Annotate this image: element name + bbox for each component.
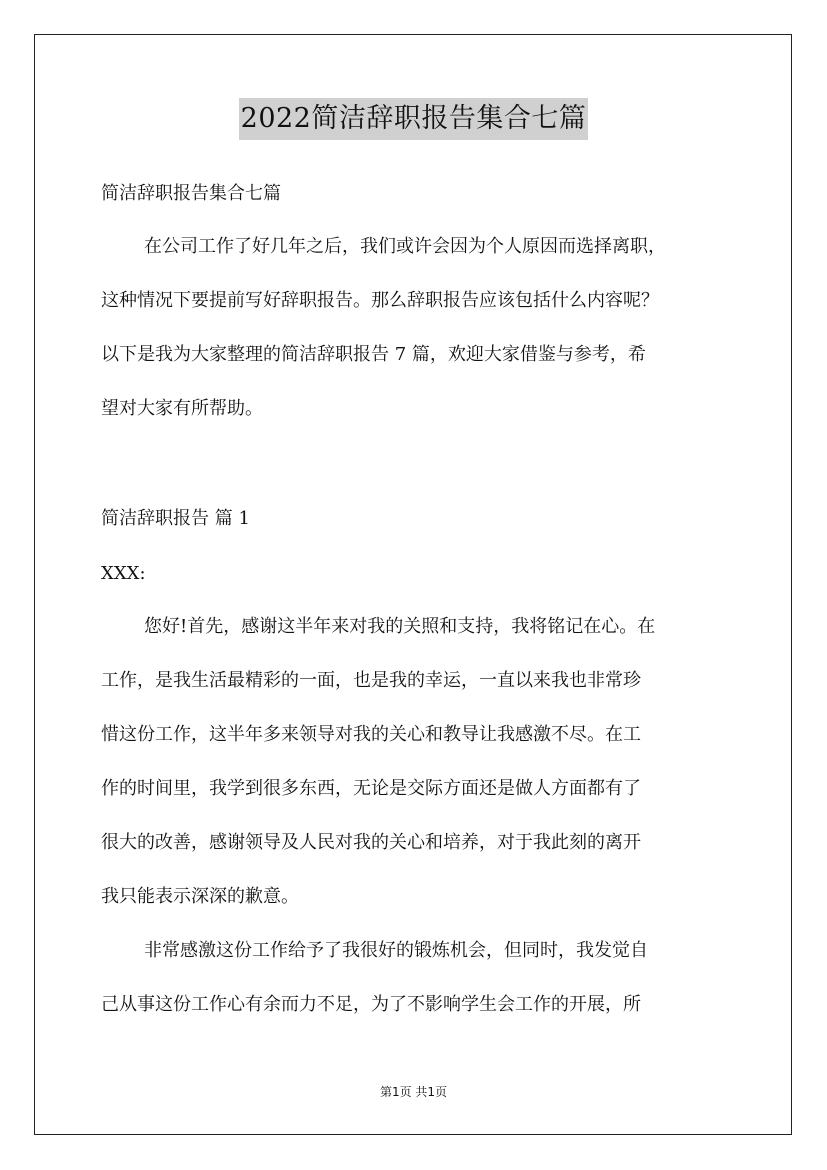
title-wrap [0, 98, 827, 140]
paragraph-line: 工作，是我生活最精彩的一面，也是我的幸运，一直以来我也非常珍 [101, 670, 641, 691]
paragraph-line: 很大的改善，感谢领导及人民对我的关心和培养，对于我此刻的离开 [101, 832, 641, 853]
intro-line: 在公司工作了好几年之后，我们或许会因为个人原因而选择离职， [144, 236, 666, 257]
intro-line: 以下是我为大家整理的简洁辞职报告 7 篇，欢迎大家借鉴与参考，希 [101, 344, 646, 365]
paragraph-line: 您好!首先，感谢这半年来对我的关照和支持，我将铭记在心。在 [144, 616, 656, 637]
paragraph-line: 作的时间里，我学到很多东西，无论是交际方面还是做人方面都有了 [101, 778, 641, 799]
salutation: XXX: [101, 563, 146, 584]
paragraph-line: 惜这份工作，这半年多来领导对我的关心和教导让我感激不尽。在工 [101, 724, 641, 745]
section-heading: 简洁辞职报告 篇 1 [101, 508, 250, 529]
page-number: 第1页 共1页 [379, 1085, 448, 1099]
intro-line: 望对大家有所帮助。 [101, 398, 263, 419]
paragraph-line: 我只能表示深深的歉意。 [101, 886, 299, 907]
document-subtitle: 简洁辞职报告集合七篇 [101, 183, 281, 204]
intro-line: 这种情况下要提前写好辞职报告。那么辞职报告应该包括什么内容呢？ [101, 290, 659, 311]
document-title: 2022简洁辞职报告集合七篇 [239, 98, 589, 140]
paragraph-line: 非常感激这份工作给予了我很好的锻炼机会，但同时，我发觉自 [144, 940, 648, 961]
paragraph-line: 己从事这份工作心有余而力不足，为了不影响学生会工作的开展，所 [101, 994, 641, 1015]
